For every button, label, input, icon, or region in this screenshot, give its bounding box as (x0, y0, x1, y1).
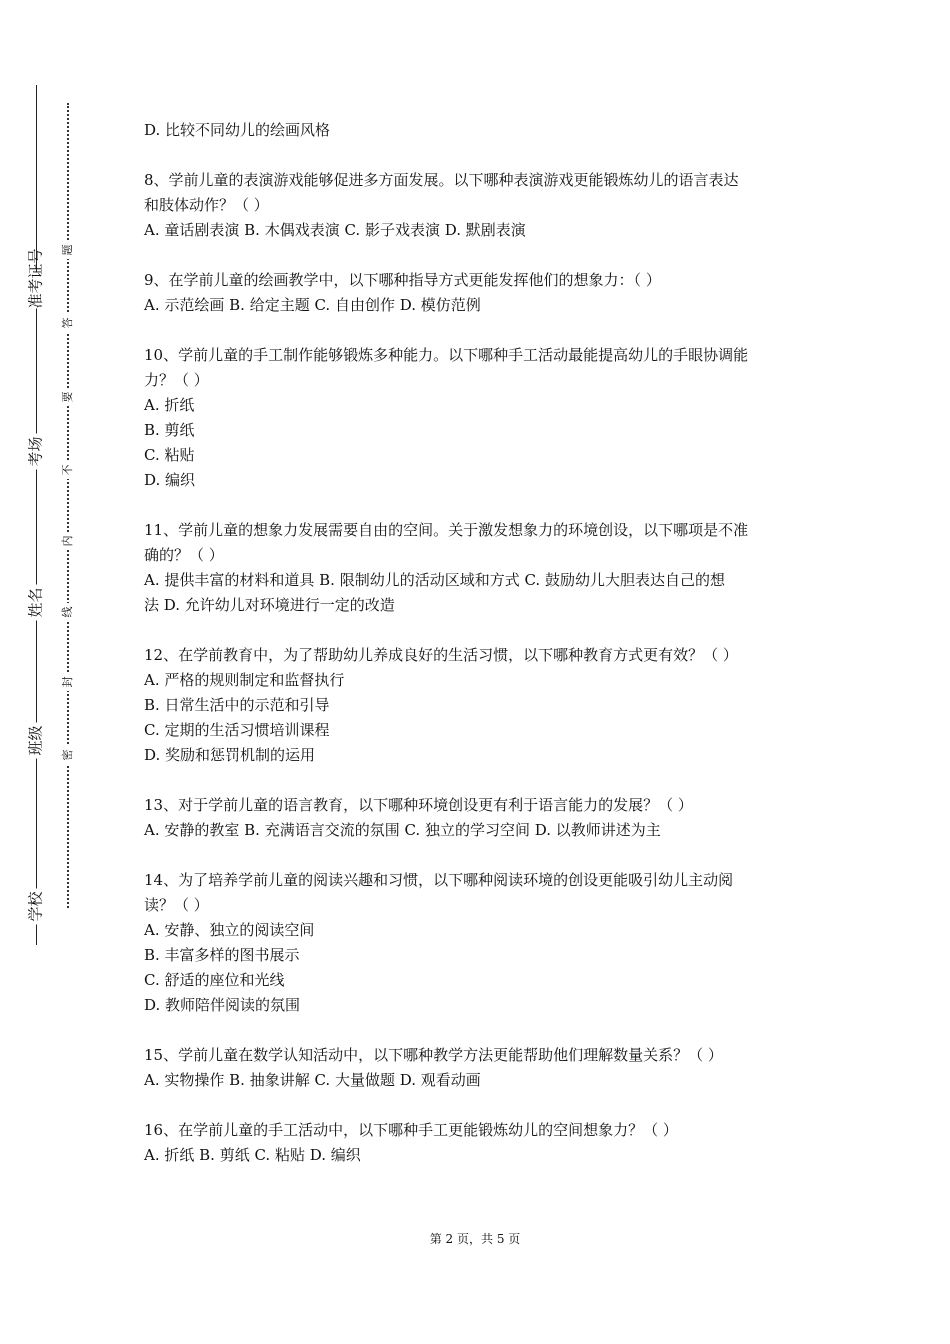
seal-char: 封 (61, 673, 75, 691)
question-11 (144, 518, 812, 618)
option-line: A. 童话剧表演 B. 木偶戏表演 C. 影子戏表演 D. 默剧表演 (144, 221, 526, 239)
option-line: A. 严格的规则制定和监督执行 (144, 671, 345, 689)
question-stem-line: 12、在学前教育中，为了帮助幼儿养成良好的生活习惯，以下哪种教育方式更有效？（ ） (144, 646, 738, 664)
field-label-class: 班级 (29, 723, 44, 759)
question-16 (144, 1118, 812, 1168)
question-stem-line: 和肢体动作？（ ） (144, 196, 269, 214)
binding-dotted-line (67, 103, 69, 908)
page-number: 第 2 页，共 5 页 (429, 1232, 521, 1246)
seal-char: 答 (61, 314, 75, 332)
question-stem-line: 13、对于学前儿童的语言教育，以下哪种环境创设更有利于语言能力的发展？（ ） (144, 796, 693, 814)
option-line: 法 D. 允许幼儿对环境进行一定的改造 (144, 596, 395, 614)
option-line: C. 定期的生活习惯培训课程 (144, 721, 330, 739)
question-14 (144, 868, 812, 1018)
question-8 (144, 168, 812, 243)
field-label-exam-room: 考场 (29, 434, 44, 470)
option-line: A. 折纸 (144, 396, 195, 414)
option-line: D. 教师陪伴阅读的氛围 (144, 996, 301, 1014)
question-stem-line: 9、在学前儿童的绘画教学中，以下哪种指导方式更能发挥他们的想象力：（ ） (144, 271, 661, 289)
option-line: C. 粘贴 (144, 446, 195, 464)
option-line: D. 奖励和惩罚机制的运用 (144, 746, 316, 764)
question-9 (144, 268, 812, 318)
option-line: A. 安静的教室 B. 充满语言交流的氛围 C. 独立的学习空间 D. 以教师讲述为主 (144, 821, 661, 839)
option-line: B. 剪纸 (144, 421, 195, 439)
question-10 (144, 343, 812, 493)
question-12 (144, 643, 812, 768)
question-stem-line: 11、学前儿童的想象力发展需要自由的空间。关于激发想象力的环境创设，以下哪项是不准 (144, 521, 749, 539)
field-label-school: 学校 (29, 889, 44, 925)
question-15 (144, 1043, 812, 1093)
question-stem-line: 14、为了培养学前儿童的阅读兴趣和习惯，以下哪种阅读环境的创设更能吸引幼儿主动阅 (144, 871, 734, 889)
question-stem-line: 读？（ ） (144, 896, 209, 914)
question-stem-line: 8、学前儿童的表演游戏能够促进多方面发展。以下哪种表演游戏更能锻炼幼儿的语言表达 (144, 171, 739, 189)
option-line: A. 提供丰富的材料和道具 B. 限制幼儿的活动区域和方式 C. 鼓励幼儿大胆表达自己的想 (144, 571, 725, 589)
binding-solid-line (36, 85, 37, 945)
option-line: B. 日常生活中的示范和引导 (144, 696, 330, 714)
option-line: C. 舒适的座位和光线 (144, 971, 285, 989)
seal-char: 不 (61, 461, 75, 479)
question-13 (144, 793, 812, 843)
question-content (144, 118, 812, 1168)
option-line: B. 丰富多样的图书展示 (144, 946, 300, 964)
option-line: A. 实物操作 B. 抽象讲解 C. 大量做题 D. 观看动画 (144, 1071, 481, 1089)
seal-char: 内 (61, 532, 75, 550)
field-label-exam-number: 准考证号 (26, 248, 45, 309)
field-label-name: 姓名 (29, 585, 44, 621)
question-stem-line: 确的？（ ） (144, 546, 224, 564)
option-line: D. 比较不同幼儿的绘画风格 (144, 121, 331, 139)
option-line: D. 编织 (144, 471, 196, 489)
question-stem-line: 力？（ ） (144, 371, 209, 389)
seal-char: 题 (61, 241, 75, 259)
option-line: A. 示范绘画 B. 给定主题 C. 自由创作 D. 模仿范例 (144, 296, 481, 314)
option-line: A. 安静、独立的阅读空间 (144, 921, 315, 939)
seal-char: 要 (61, 388, 75, 406)
question-stem-line: 16、在学前儿童的手工活动中，以下哪种手工更能锻炼幼儿的空间想象力？（ ） (144, 1121, 678, 1139)
binding-margin (0, 0, 80, 1344)
question-stem-line: 10、学前儿童的手工制作能够锻炼多种能力。以下哪种手工活动最能提高幼儿的手眼协调能 (144, 346, 749, 364)
option-line: A. 折纸 B. 剪纸 C. 粘贴 D. 编织 (144, 1146, 361, 1164)
seal-char: 线 (61, 603, 75, 621)
seal-char: 密 (61, 746, 75, 764)
question-stem-line: 15、学前儿童在数学认知活动中，以下哪种教学方法更能帮助他们理解数量关系？（ ） (144, 1046, 723, 1064)
